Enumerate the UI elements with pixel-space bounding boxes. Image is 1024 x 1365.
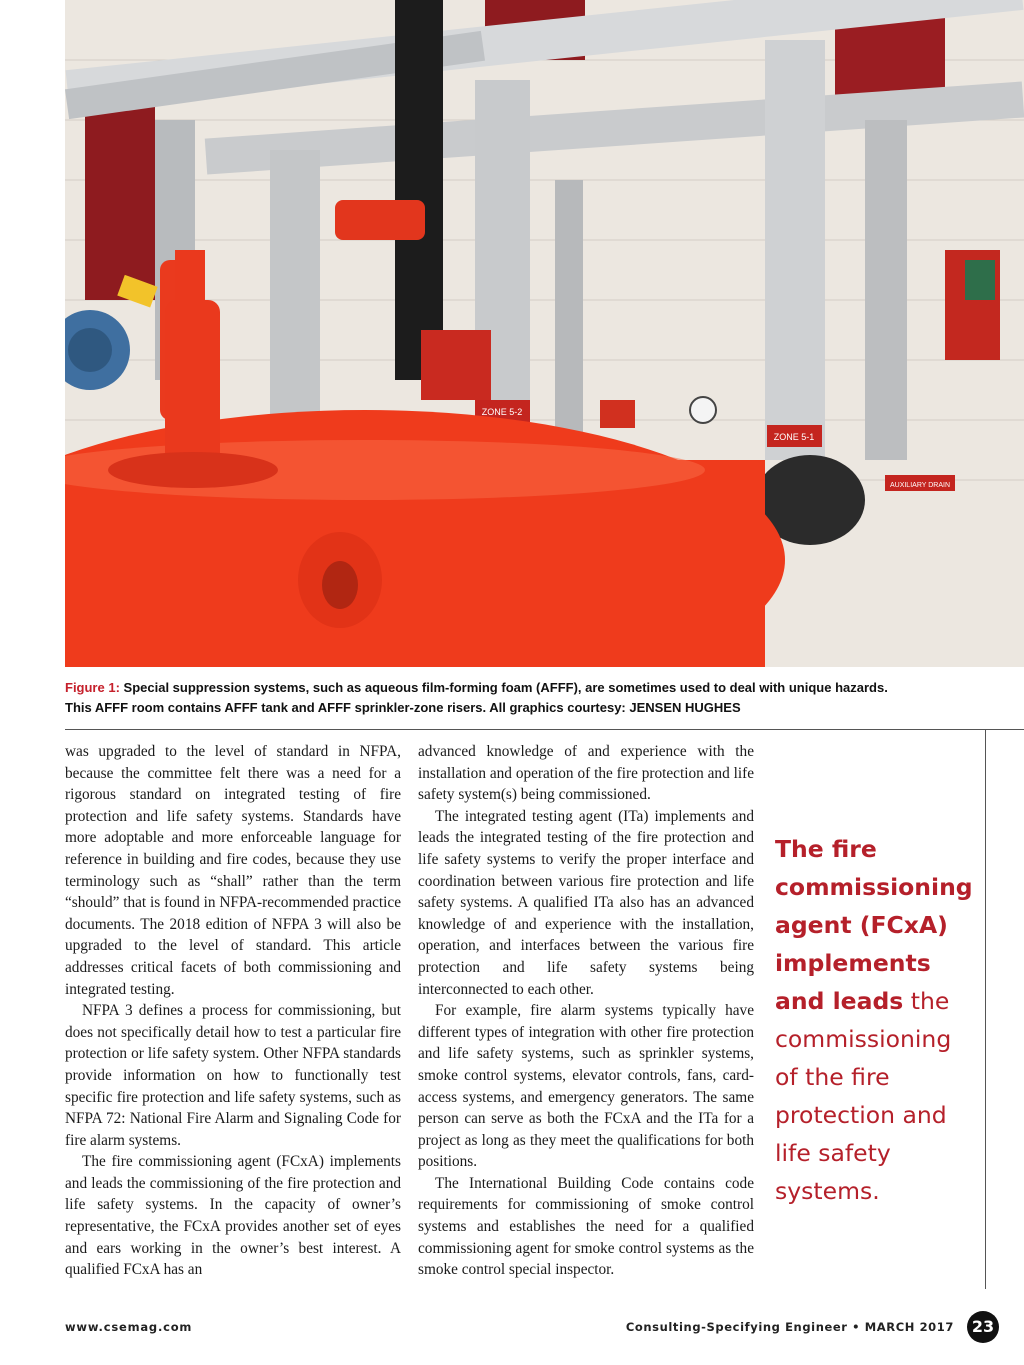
figure-caption	[65, 678, 1005, 718]
paragraph: advanced knowledge of and experience with the installation and operation of the fire protection and life safety system(s) being commissioned.	[418, 743, 754, 804]
horizontal-divider	[65, 729, 1024, 730]
paragraph: was upgraded to the level of standard in NFPA, because the committee felt there was a need for a rigorous standard on integrated testing of fire protection and life safety systems. Standards have more adoptable and more enforceable language for reference in building and fire codes, because they use terminology such as “shall” rather than the term “should” that is found in NFPA-recommended practice documents. The 2018 edition of NFPA 3 will also be upgraded to the level of standard. This article addresses critical facets of both commissioning and integrated testing.	[65, 743, 401, 998]
paragraph: The International Building Code contains code requirements for commissioning of smoke control systems and establishes the need for a qualified commissioning agent for smoke control systems as the smoke control special inspector.	[418, 1174, 754, 1279]
caption-line-2: This AFFF room contains AFFF tank and AFFF sprinkler-zone risers. All graphics courtesy: JENSEN HUGHES	[65, 700, 741, 715]
photo-label-aux-drain-2: AUXILIARY DRAIN	[889, 482, 951, 489]
footer-website[interactable]: www.csemag.com	[65, 1320, 193, 1334]
pull-quote-bold: The fire commissioning agent (FCxA) implements and leads	[775, 835, 973, 1015]
figure-label: Figure 1:	[65, 680, 120, 695]
paragraph: NFPA 3 defines a process for commissioning, but does not specifically detail how to test a particular fire protection or life safety system. Other NFPA standards provide information on how to functionally test specific fire protection and life safety systems, such as NFPA 72: National Fire Alarm and Signaling Code for fire alarm systems.	[65, 1002, 401, 1149]
paragraph: For example, fire alarm systems typically have different types of integration with other fire protection and life safety systems, such as sprinkler systems, smoke control systems, elevator controls, fans, card-access systems, and emergency generators. The same person can serve as both the FCxA and the ITa for a project as long as they meet the qualifications for both positions.	[418, 1002, 754, 1171]
page-number: 23	[967, 1311, 999, 1343]
vertical-divider	[985, 729, 986, 1289]
article-column-2	[418, 741, 754, 1281]
footer-publication: Consulting-Specifying Engineer • MARCH 2017	[625, 1320, 954, 1334]
photo-label-zone-5-1: ZONE 5-1	[773, 432, 815, 442]
pull-quote	[775, 830, 975, 1210]
paragraph: The integrated testing agent (ITa) implements and leads the integrated testing of the fire protection and life safety systems to verify the proper interface and coordination between various fire protection and life safety systems. A qualified ITa also has an advanced knowledge of and experience with the installation, operation, and interfaces between the various fire protection and life safety systems being interconnected to each other.	[418, 807, 754, 998]
paragraph: The fire commissioning agent (FCxA) implements and leads the commissioning of the fire protection and life safety systems. In the capacity of owner’s representative, the FCxA provides another set of eyes and ears working in the owner’s best interest. A qualified FCxA has an	[65, 1153, 401, 1279]
pull-quote-regular: the commissioning of the fire protection and life safety systems.	[775, 987, 952, 1205]
figure-photo	[65, 0, 1024, 667]
article-column-1	[65, 741, 401, 1281]
caption-line-1: Special suppression systems, such as aqueous film-forming foam (AFFF), are sometimes used to deal with unique hazards.	[123, 680, 888, 695]
photo-label-zone-5-2: ZONE 5-2	[481, 407, 523, 417]
